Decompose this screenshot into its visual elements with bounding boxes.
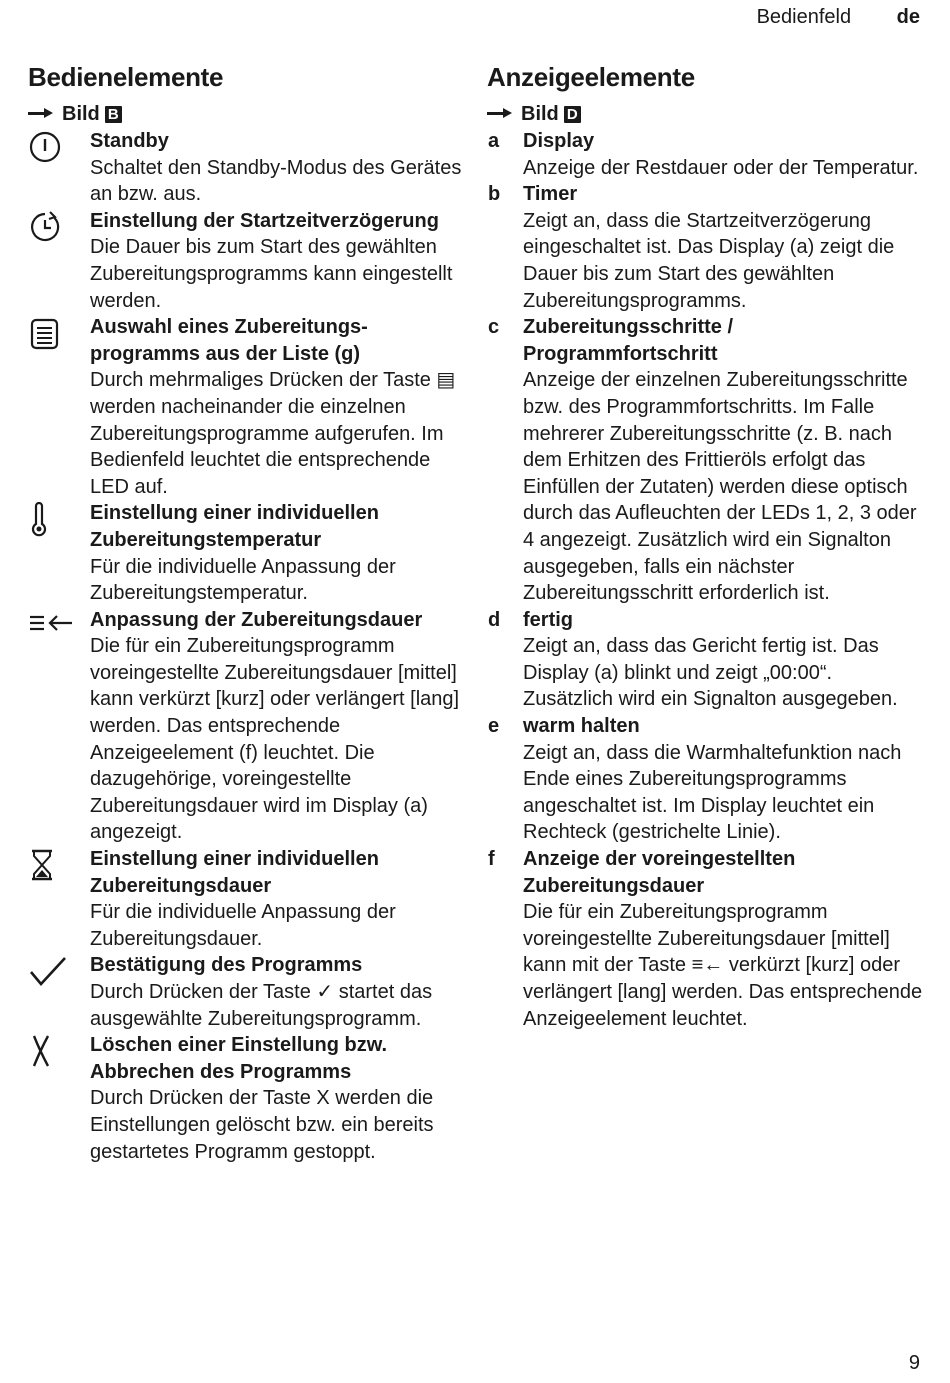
item-title: Anpassung der Zubereitungsdauer [90, 608, 423, 631]
item-text: Die Dauer bis zum Start des gewählten Zubereitungsprogramms kann eingestellt werden. [90, 236, 453, 312]
item-title: Einstellung einer individuellen Zubereitungstemperatur [90, 502, 379, 551]
control-item-duration [28, 846, 468, 952]
item-letter: f [488, 848, 495, 871]
item-title: Auswahl eines Zubereitungsprogramms aus der Liste (g) [90, 316, 368, 365]
figure-label: Bild [521, 102, 559, 125]
arrow-right-icon [28, 108, 56, 120]
item-letter: c [488, 316, 500, 339]
item-text: Für die individuelle Anpassung der Zubereitungstemperatur. [90, 555, 396, 605]
item-text: Zeigt an, dass die Startzeitverzögerung eingeschaltet ist. Das Display (a) zeigt die Dauer bis zum Start des gewählten Zubereitungsprogramms. [523, 209, 895, 312]
control-item-standby [28, 128, 468, 208]
indicator-item-d [487, 607, 927, 713]
control-item-temperature [28, 500, 468, 606]
item-text: Durch mehrmaliges Drücken der Taste ▤ werden nacheinander die einzelnen Zubereitungsprogramme aufgerufen. Im Bedienfeld leuchtet die entsprechende LED auf. [90, 369, 456, 498]
item-letter: e [488, 715, 500, 738]
item-text: Zeigt an, dass die Warmhaltefunktion nach Ende eines Zubereitungsprogramms angeschaltet ist. Im Display leuchtet ein Rechteck (gestrichelte Linie). [523, 741, 902, 844]
indicator-item-a [487, 128, 927, 181]
figure-letter-box: D [564, 106, 581, 123]
item-text: Die für ein Zubereitungsprogramm voreingestellte Zubereitungsdauer [mittel] kann verkürzt [kurz] oder verlängert [lang] werden. Das entsprechende Anzeigeelement (f) leuchtet. Die dazugehörige, voreingestellte Zubereitungsdauer wird im Display (a) angezeigt. [90, 635, 460, 844]
item-text: Die für ein Zubereitungsprogramm voreingestellte Zubereitungsdauer [mittel] kann mit der Taste ≡← verkürzt [kurz] oder verlängert [lang] werden. Das entsprechende Anzeigeelement leuchtet. [523, 901, 923, 1030]
item-letter: b [488, 183, 501, 206]
item-title: Anzeige der voreingestellten Zubereitungsdauer [523, 848, 796, 897]
item-text: Anzeige der Restdauer oder der Temperatur. [523, 156, 919, 179]
item-letter: d [488, 608, 501, 631]
controls-heading: Bedienelemente [28, 62, 224, 92]
controls-column [28, 62, 468, 1165]
page-number: 9 [908, 1352, 920, 1374]
item-title: Löschen einer Einstellung bzw. Abbrechen des Programms [90, 1034, 388, 1083]
checkmark-icon [28, 954, 70, 990]
item-text: Durch Drücken der Taste ✓ startet das ausgewählte Zubereitungsprogramm. [90, 981, 433, 1030]
figure-reference-d [487, 101, 927, 127]
thermometer-icon [28, 502, 62, 538]
cancel-x-icon [28, 1034, 62, 1070]
item-letter: a [488, 130, 500, 152]
page-header [757, 6, 920, 29]
item-text: Anzeige der einzelnen Zubereitungsschritte bzw. des Programmfortschritts. Im Falle mehrerer Zubereitungsschritte (z. B. nach dem Erhitzen des Frittieröls erfolgt das Einfüllen der Zutaten) werden diese optisch durch das Aufleuchten der LEDs 1, 2, 3 oder 4 angezeigt. Zusätzlich wird ein Signalton ausgegeben, falls ein nächster Zubereitungsschritt erforderlich ist. [523, 369, 917, 605]
control-item-confirm [28, 952, 468, 1032]
item-text: Zeigt an, dass das Gericht fertig ist. Das Display (a) blinkt und zeigt „00:00“. Zusätzlich wird ein Signalton ausgegeben. [523, 635, 898, 711]
figure-letter-box: B [105, 106, 122, 123]
item-title: Display [523, 130, 595, 152]
control-item-cancel [28, 1032, 468, 1165]
duration-adjust-icon [28, 609, 76, 639]
item-title: Timer [523, 183, 578, 206]
header-section-title: Bedienfeld [756, 6, 852, 28]
item-title: Einstellung einer individuellen Zubereitungsdauer [90, 848, 379, 897]
control-item-program-list [28, 314, 468, 500]
program-list-icon [28, 316, 62, 350]
figure-reference-b [28, 101, 468, 127]
power-icon [28, 130, 62, 164]
item-title: Standby [90, 130, 169, 152]
indicator-item-f [487, 846, 927, 1032]
hourglass-icon [28, 848, 62, 882]
control-item-delay [28, 208, 468, 314]
item-title: Bestätigung des Programms [90, 954, 363, 977]
control-item-duration-adjust [28, 607, 468, 846]
indicator-item-e [487, 713, 927, 846]
header-language-code: de [896, 6, 920, 28]
indicator-item-b [487, 181, 927, 314]
indicators-column [487, 62, 927, 1032]
item-title: Einstellung der Startzeitverzögerung [90, 209, 439, 232]
indicators-heading: Anzeigeelemente [487, 62, 695, 92]
item-title: fertig [523, 608, 573, 631]
item-title: warm halten [523, 715, 640, 738]
item-text: Für die individuelle Anpassung der Zubereitungsdauer. [90, 901, 396, 950]
indicator-item-c [487, 314, 927, 607]
figure-label: Bild [62, 102, 100, 125]
arrow-right-icon [487, 108, 515, 120]
delay-timer-icon [28, 210, 62, 244]
item-text: Durch Drücken der Taste X werden die Einstellungen gelöscht bzw. ein bereits gestartetes Programm gestoppt. [90, 1087, 434, 1163]
item-title: Zubereitungsschritte / Programmfortschritt [523, 316, 734, 365]
item-text: Schaltet den Standby-Modus des Gerätes an bzw. aus. [90, 156, 462, 206]
